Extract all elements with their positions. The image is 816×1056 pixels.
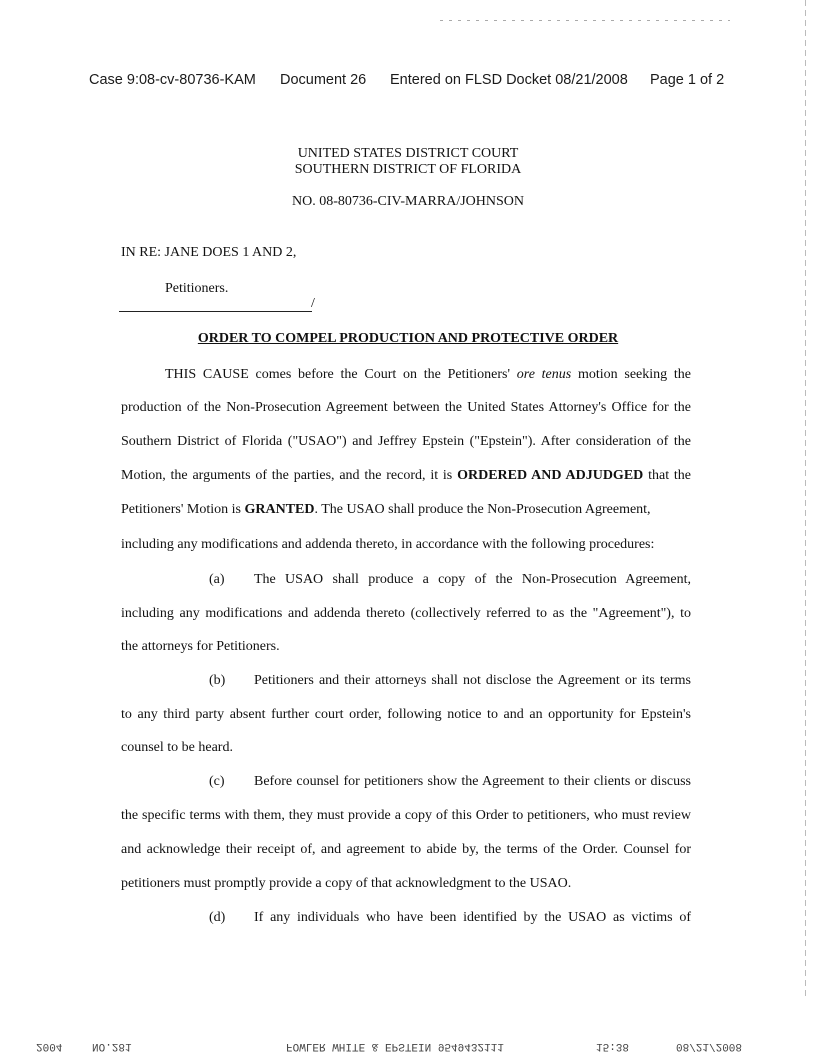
intro-line-4	[121, 468, 691, 484]
intro-text: motion seeking the	[577, 367, 692, 382]
item-c-label: (c)	[209, 774, 225, 789]
item-b-label: (b)	[209, 673, 226, 688]
intro-line-2: production of the Non-Prosecution Agreement between the United States Attorney's Office for the	[121, 400, 691, 415]
item-a-label: (a)	[209, 572, 225, 587]
intro-text: THIS CAUSE comes before the Court on the Petitioners'	[165, 367, 511, 382]
intro-line-5	[121, 502, 691, 518]
petitioners-label: Petitioners.	[165, 281, 229, 296]
intro-text: that the	[648, 468, 691, 483]
item-a-line-2: including any modifications and addenda thereto (collectively referred to as the "Agreement"), to	[121, 606, 691, 621]
item-b-line-3: counsel to be heard.	[121, 740, 233, 755]
document-number: Document 26	[280, 72, 367, 88]
court-name: UNITED STATES DISTRICT COURT	[297, 146, 519, 161]
intro-line-1	[165, 367, 691, 383]
caption-rule	[119, 311, 312, 312]
order-title: ORDER TO COMPEL PRODUCTION AND PROTECTIVE ORDER	[197, 331, 619, 346]
in-re-caption: IN RE: JANE DOES 1 AND 2,	[121, 245, 297, 260]
page-number: Page 1 of 2	[650, 72, 725, 88]
case-number: Case 9:08-cv-80736-KAM	[89, 72, 256, 88]
fax-date: 08/21/2008	[676, 1040, 743, 1052]
intro-text: Motion, the arguments of the parties, and the record, it is	[121, 468, 453, 483]
fax-number: NO.281	[92, 1040, 132, 1052]
case-number-caption: NO. 08-80736-CIV-MARRA/JOHNSON	[291, 194, 525, 209]
scan-artifact-top	[440, 20, 730, 21]
item-c-line-2: the specific terms with them, they must provide a copy of this Order to petitioners, who must review	[121, 808, 691, 823]
intro-line-3: Southern District of Florida ("USAO") and Jeffrey Epstein ("Epstein"). After consideration of the	[121, 434, 691, 449]
item-c-line-4: petitioners must promptly provide a copy of that acknowledgment to the USAO.	[121, 876, 572, 891]
ordered-adjudged: ORDERED AND ADJUDGED	[457, 468, 644, 483]
court-district: SOUTHERN DISTRICT OF FLORIDA	[294, 162, 522, 177]
ore-tenus: ore tenus	[516, 367, 572, 382]
item-a-line-3: the attorneys for Petitioners.	[121, 639, 280, 654]
item-c-line-1: Before counsel for petitioners show the Agreement to their clients or discuss	[254, 774, 691, 789]
item-b-line-2: to any third party absent further court order, following notice to and an opportunity for Epstein's	[121, 707, 691, 722]
caption-slash: /	[311, 296, 315, 311]
item-d-label: (d)	[209, 910, 226, 925]
fax-time: 15:38	[596, 1040, 630, 1052]
intro-line-6: including any modifications and addenda thereto, in accordance with the following procedures:	[121, 537, 655, 552]
intro-text: Petitioners' Motion is	[121, 502, 241, 517]
item-a-line-1: The USAO shall produce a copy of the Non-Prosecution Agreement,	[254, 572, 691, 587]
item-d-line-1: If any individuals who have been identified by the USAO as victims of	[254, 910, 691, 925]
intro-text: . The USAO shall produce the Non-Prosecution Agreement,	[314, 502, 651, 517]
item-b-line-1: Petitioners and their attorneys shall not disclose the Agreement or its terms	[254, 673, 691, 688]
item-c-line-3: and acknowledge their receipt of, and agreement to abide by, the terms of the Order. Counsel for	[121, 842, 691, 857]
fax-sender: FOWLER WHITE & EPSTEIN 9549432111	[286, 1040, 504, 1052]
granted: GRANTED	[244, 502, 315, 517]
docket-entry: Entered on FLSD Docket 08/21/2008	[390, 72, 628, 88]
fax-page-code: 2004	[36, 1040, 63, 1052]
